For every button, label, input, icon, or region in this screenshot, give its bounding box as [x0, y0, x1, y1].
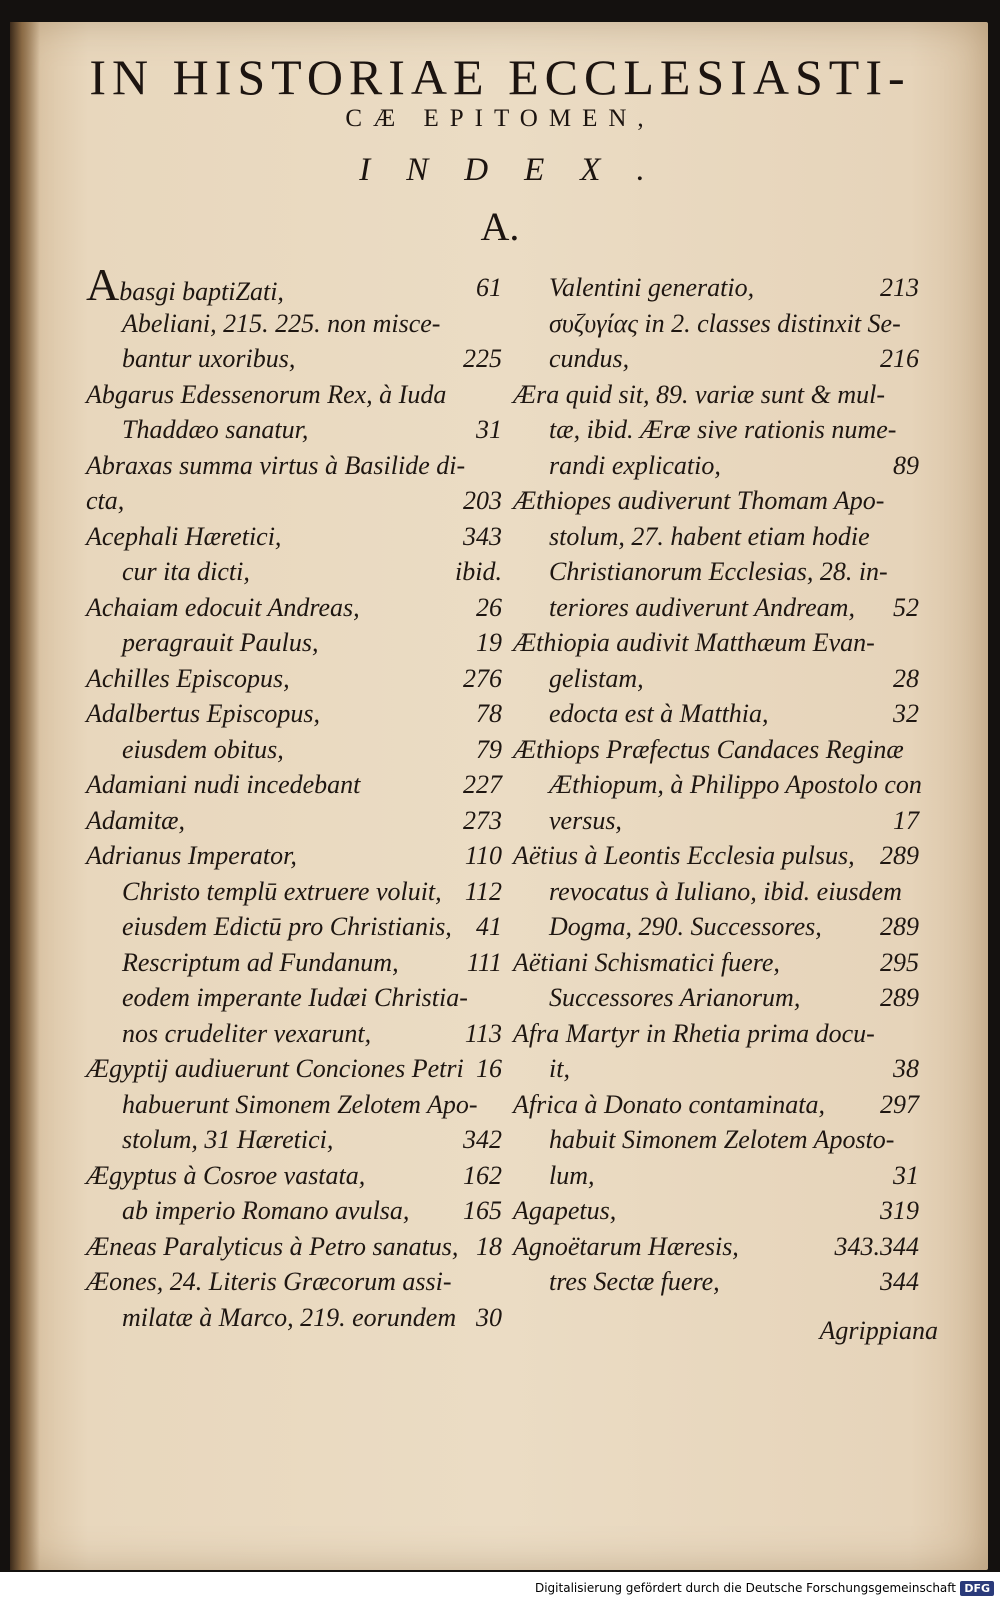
index-entry: [513, 767, 922, 803]
page-number: 295: [880, 947, 919, 977]
page-number: 31: [476, 415, 502, 444]
index-entry: [86, 874, 502, 910]
index-entry: [513, 838, 919, 874]
index-entry: [513, 980, 919, 1016]
index-entry: [86, 519, 502, 555]
index-entry: [513, 519, 919, 555]
index-entry: [513, 554, 919, 590]
entry-label: Adrianus Imperator,: [86, 841, 297, 870]
entry-label: habuerunt Simonem Zelotem Apo-: [122, 1089, 478, 1119]
page-number: 110: [464, 841, 502, 870]
entry-text: [513, 380, 885, 409]
entry-label: Aëtiani Schismatici fuere,: [513, 947, 780, 977]
entry-text: [513, 451, 721, 480]
index-entry: [86, 625, 502, 661]
page-number: 297: [880, 1089, 919, 1119]
index-entry: [513, 1122, 919, 1158]
entry-text: [86, 912, 452, 941]
page-number: 113: [464, 1018, 502, 1048]
entry-text: [513, 948, 780, 977]
index-entry: [86, 448, 502, 484]
entry-text: [86, 1232, 458, 1261]
entry-text: [86, 1054, 464, 1083]
initial-letter: A: [86, 259, 120, 310]
entry-text: [513, 983, 800, 1012]
entry-label: Æones, 24. Literis Græcorum assi-: [86, 1267, 452, 1296]
page-number: 342: [463, 1125, 502, 1154]
page-number: 30: [476, 1302, 502, 1332]
entry-label: Ægyptus à Cosroe vastata,: [86, 1160, 366, 1190]
index-entry: [513, 1087, 919, 1123]
index-entry: [86, 1158, 502, 1194]
index-entry: [86, 1122, 502, 1158]
entry-text: [513, 1232, 739, 1261]
index-entry: [86, 377, 502, 413]
index-entry: [513, 1051, 919, 1087]
index-entry: [86, 767, 502, 803]
page-number: 19: [476, 628, 502, 657]
page-number: 162: [463, 1160, 502, 1190]
entry-label: Afra Martyr in Rhetia prima docu-: [513, 1018, 875, 1048]
entry-label: Achilles Episcopus,: [86, 663, 290, 693]
index-entry: [86, 909, 502, 945]
index-entry: [513, 306, 919, 342]
entry-text: [513, 1054, 570, 1083]
page-number: 112: [464, 876, 502, 906]
title-line-2: CÆ EPITOMEN,: [345, 105, 655, 132]
entry-label: Agnoëtarum Hæresis,: [513, 1231, 739, 1261]
entry-label: Rescriptum ad Fundanum,: [122, 947, 399, 977]
entry-text: [86, 1125, 333, 1154]
index-entry: [86, 1229, 502, 1265]
entry-label: peragrauit Paulus,: [122, 628, 319, 657]
page-number: 216: [880, 344, 919, 373]
page-number: 31: [893, 1160, 919, 1190]
index-entry: [513, 1193, 919, 1229]
entry-text: [86, 806, 185, 835]
index-entry: [513, 341, 919, 377]
index-entry: [513, 803, 919, 839]
page-number: 225: [463, 344, 502, 373]
page-number: 32: [893, 699, 919, 728]
page-number: 26: [476, 592, 502, 622]
entry-label: Abeliani, 215. 225. non misce-: [122, 308, 441, 338]
entry-text: [513, 593, 855, 622]
page-number: 79: [476, 734, 502, 764]
index-entry: [86, 661, 502, 697]
title-line-1: IN HISTORIAE ECCLESIASTI-: [89, 49, 911, 105]
page-number: 289: [880, 983, 919, 1012]
index-entry: [86, 259, 502, 310]
page-number: 343.344: [834, 1231, 919, 1261]
entry-label: habuit Simonem Zelotem Aposto-: [549, 1125, 895, 1154]
page-number: 41: [476, 912, 502, 941]
entry-text: [86, 841, 297, 870]
index-entry: [86, 838, 502, 874]
index-entry: [86, 1264, 502, 1300]
index-entry: [86, 803, 502, 839]
page-number: 17: [893, 805, 919, 835]
page-number: 38: [893, 1054, 919, 1083]
page-number: 78: [476, 699, 502, 728]
entry-text: [513, 557, 888, 586]
entry-text: [513, 309, 901, 338]
entry-text: [513, 806, 622, 835]
entry-label: Æthiopes audiverunt Thomam Apo-: [513, 486, 885, 515]
entry-text: [513, 1019, 875, 1048]
index-entry: [86, 1087, 502, 1123]
index-entry: [86, 306, 502, 342]
page-number: 289: [880, 841, 919, 870]
entry-text: [86, 415, 308, 444]
entry-text: [86, 1090, 478, 1119]
index-heading: INDEX.: [359, 152, 681, 188]
entry-label: Æthiopia audivit Matthæum Evan-: [513, 628, 875, 657]
page-binding-edge: [10, 22, 40, 1570]
page-number: 344: [880, 1267, 919, 1296]
entry-label: Adalbertus Episcopus,: [86, 699, 320, 728]
page-number: 165: [463, 1196, 502, 1225]
index-entry: [86, 341, 502, 377]
entry-text: [86, 1161, 365, 1190]
entry-text: [86, 1019, 371, 1048]
index-entry: [513, 874, 919, 910]
page-number: 276: [463, 663, 502, 693]
section-letter: A.: [480, 204, 520, 249]
page-number: 89: [893, 450, 919, 480]
entry-text: [86, 309, 440, 338]
entry-label: Christo templū extruere voluit,: [122, 876, 442, 906]
entry-text: [86, 664, 290, 693]
entry-label: cur ita dicti,: [122, 557, 250, 586]
entry-text: [513, 664, 644, 693]
entry-text: [513, 273, 754, 302]
digitization-footer: [0, 1572, 1000, 1605]
entry-label: edocta est à Matthia,: [549, 699, 769, 728]
page-number: 227: [463, 770, 502, 799]
index-entry: [513, 1158, 919, 1194]
entry-label: Ægyptij audiuerunt Conciones Petri: [86, 1054, 464, 1083]
entry-text: [513, 841, 855, 870]
entry-label: milatæ à Marco, 219. eorundem: [122, 1302, 457, 1332]
index-entry: [86, 732, 502, 768]
entry-label: cta,: [86, 486, 125, 515]
entry-text: [513, 522, 870, 551]
entry-label: ab imperio Romano avulsa,: [122, 1196, 410, 1225]
entry-label: Abgarus Edessenorum Rex, à Iuda: [86, 379, 447, 409]
entry-label: gelistam,: [549, 663, 644, 693]
index-entry: [513, 590, 919, 626]
entry-text: [513, 699, 769, 728]
entry-label: Æra quid sit, 89. variæ sunt & mul-: [513, 379, 885, 409]
index-entry: [513, 1229, 919, 1265]
index-entry: [513, 1264, 919, 1300]
entry-text: [86, 1196, 409, 1225]
entry-label: Æthiops Præfectus Candaces Reginæ: [513, 734, 904, 764]
entry-text: [86, 948, 399, 977]
entry-text: [86, 1303, 456, 1332]
entry-label: tæ, ibid. Æræ sive rationis nume-: [549, 415, 897, 444]
index-entry: [513, 377, 919, 413]
entry-text: [86, 259, 284, 310]
entry-label: Valentini generatio,: [549, 273, 755, 302]
entry-text: [86, 770, 360, 799]
entry-label: randi explicatio,: [549, 450, 721, 480]
entry-label: Agapetus,: [513, 1196, 617, 1225]
index-entry: [86, 945, 502, 981]
entry-label: Christianorum Ecclesias, 28. in-: [549, 557, 888, 586]
entry-label: basgi baptiZati,: [119, 277, 284, 306]
index-entry: [86, 1016, 502, 1052]
page-number: 52: [893, 592, 919, 622]
index-entry: [86, 1193, 502, 1229]
entry-label: Acephali Hæretici,: [86, 521, 282, 551]
entry-label: bantur uxoribus,: [122, 344, 296, 373]
index-entry: [86, 554, 502, 590]
index-entry: [86, 1051, 502, 1087]
entry-label: versus,: [549, 805, 622, 835]
entry-label: Æthiopum, à Philippo Apostolo con: [549, 770, 922, 799]
index-entry: [513, 270, 919, 306]
entry-text: [86, 522, 281, 551]
entry-text: [513, 1196, 616, 1225]
entry-text: [513, 486, 884, 515]
entry-text: [513, 735, 904, 764]
index-entry: [86, 412, 502, 448]
entry-text: [86, 983, 468, 1012]
entry-text: [513, 1161, 595, 1190]
entry-label: stolum, 31 Hæretici,: [122, 1125, 334, 1154]
entry-label: it,: [549, 1054, 570, 1083]
index-entry: [86, 590, 502, 626]
entry-label: eodem imperante Iudæi Christia-: [122, 983, 468, 1012]
index-entry: [86, 1300, 502, 1336]
index-entry: [513, 412, 919, 448]
entry-text: [513, 1267, 720, 1296]
entry-text: [513, 912, 822, 941]
entry-label: Aëtius à Leontis Ecclesia pulsus,: [513, 841, 855, 870]
index-entry: [513, 483, 919, 519]
entry-label: tres Sectæ fuere,: [549, 1267, 720, 1296]
page-number: 203: [463, 486, 502, 515]
entry-text: [86, 344, 295, 373]
index-entry: [86, 696, 502, 732]
entry-text: [86, 451, 465, 480]
index-entry: [513, 1016, 919, 1052]
entry-text: [86, 1267, 451, 1296]
entry-text: [86, 628, 318, 657]
index-entry: [513, 945, 919, 981]
footer-text: Digitalisierung gefördert durch die Deutsche Forschungsgemeinschaft: [534, 1581, 956, 1595]
entry-label: revocatus à Iuliano, ibid. eiusdem: [549, 876, 902, 906]
catchword: Agrippiana: [819, 1316, 938, 1345]
page-number: 18: [476, 1231, 502, 1261]
page-number: 61: [476, 273, 502, 302]
entry-label: cundus,: [549, 344, 630, 373]
entry-label: Æneas Paralyticus à Petro sanatus,: [86, 1231, 459, 1261]
index-entry: [513, 448, 919, 484]
entry-label: teriores audiverunt Andream,: [549, 592, 855, 622]
entry-label: Adamiani nudi incedebant: [86, 770, 361, 799]
entry-text: [86, 593, 360, 622]
entry-text: [86, 877, 442, 906]
entry-text: [513, 877, 902, 906]
index-entry: [513, 661, 919, 697]
entry-text: [513, 628, 875, 657]
entry-label: Thaddæo sanatur,: [122, 415, 309, 444]
entry-label: nos crudeliter vexarunt,: [122, 1018, 372, 1048]
entry-label: Adamitæ,: [86, 805, 185, 835]
index-entry: [513, 909, 919, 945]
entry-text: [513, 770, 922, 799]
entry-label: eiusdem obitus,: [122, 734, 284, 764]
entry-text: [86, 699, 320, 728]
page-number: ibid.: [455, 557, 502, 586]
entry-label: Successores Arianorum,: [549, 983, 801, 1012]
index-column-right: [513, 270, 922, 1300]
page-number: 16: [476, 1054, 502, 1083]
index-entry: [513, 625, 919, 661]
entry-label: stolum, 27. habent etiam hodie: [549, 521, 870, 551]
entry-text: [86, 486, 124, 515]
page-number: 343: [463, 521, 502, 551]
entry-label: lum,: [549, 1160, 595, 1190]
index-entry: [513, 696, 919, 732]
index-entry: [86, 980, 502, 1016]
entry-text: [86, 380, 446, 409]
index-entry: [513, 732, 919, 768]
entry-label: συζυγίας in 2. classes distinxit Se-: [549, 308, 901, 338]
entry-text: [513, 1125, 894, 1154]
entry-label: Abraxas summa virtus à Basilide di-: [86, 450, 466, 480]
entry-label: Achaiam edocuit Andreas,: [86, 592, 360, 622]
page-number: 28: [893, 663, 919, 693]
entry-label: eiusdem Edictū pro Christianis,: [122, 912, 452, 941]
entry-text: [513, 344, 629, 373]
entry-text: [513, 415, 896, 444]
index-entry: [86, 483, 502, 519]
page-number: 213: [880, 273, 919, 302]
entry-label: Dogma, 290. Successores,: [549, 912, 822, 941]
entry-text: [86, 735, 284, 764]
dfg-logo: DFG: [960, 1581, 994, 1596]
page-number: 319: [880, 1196, 919, 1225]
index-column-left: [86, 259, 502, 1335]
page-number: 273: [463, 805, 502, 835]
page-number: 111: [466, 947, 502, 977]
page-number: 289: [880, 912, 919, 941]
entry-label: Africa à Donato contaminata,: [513, 1089, 825, 1119]
entry-text: [86, 557, 250, 586]
entry-text: [513, 1090, 825, 1119]
